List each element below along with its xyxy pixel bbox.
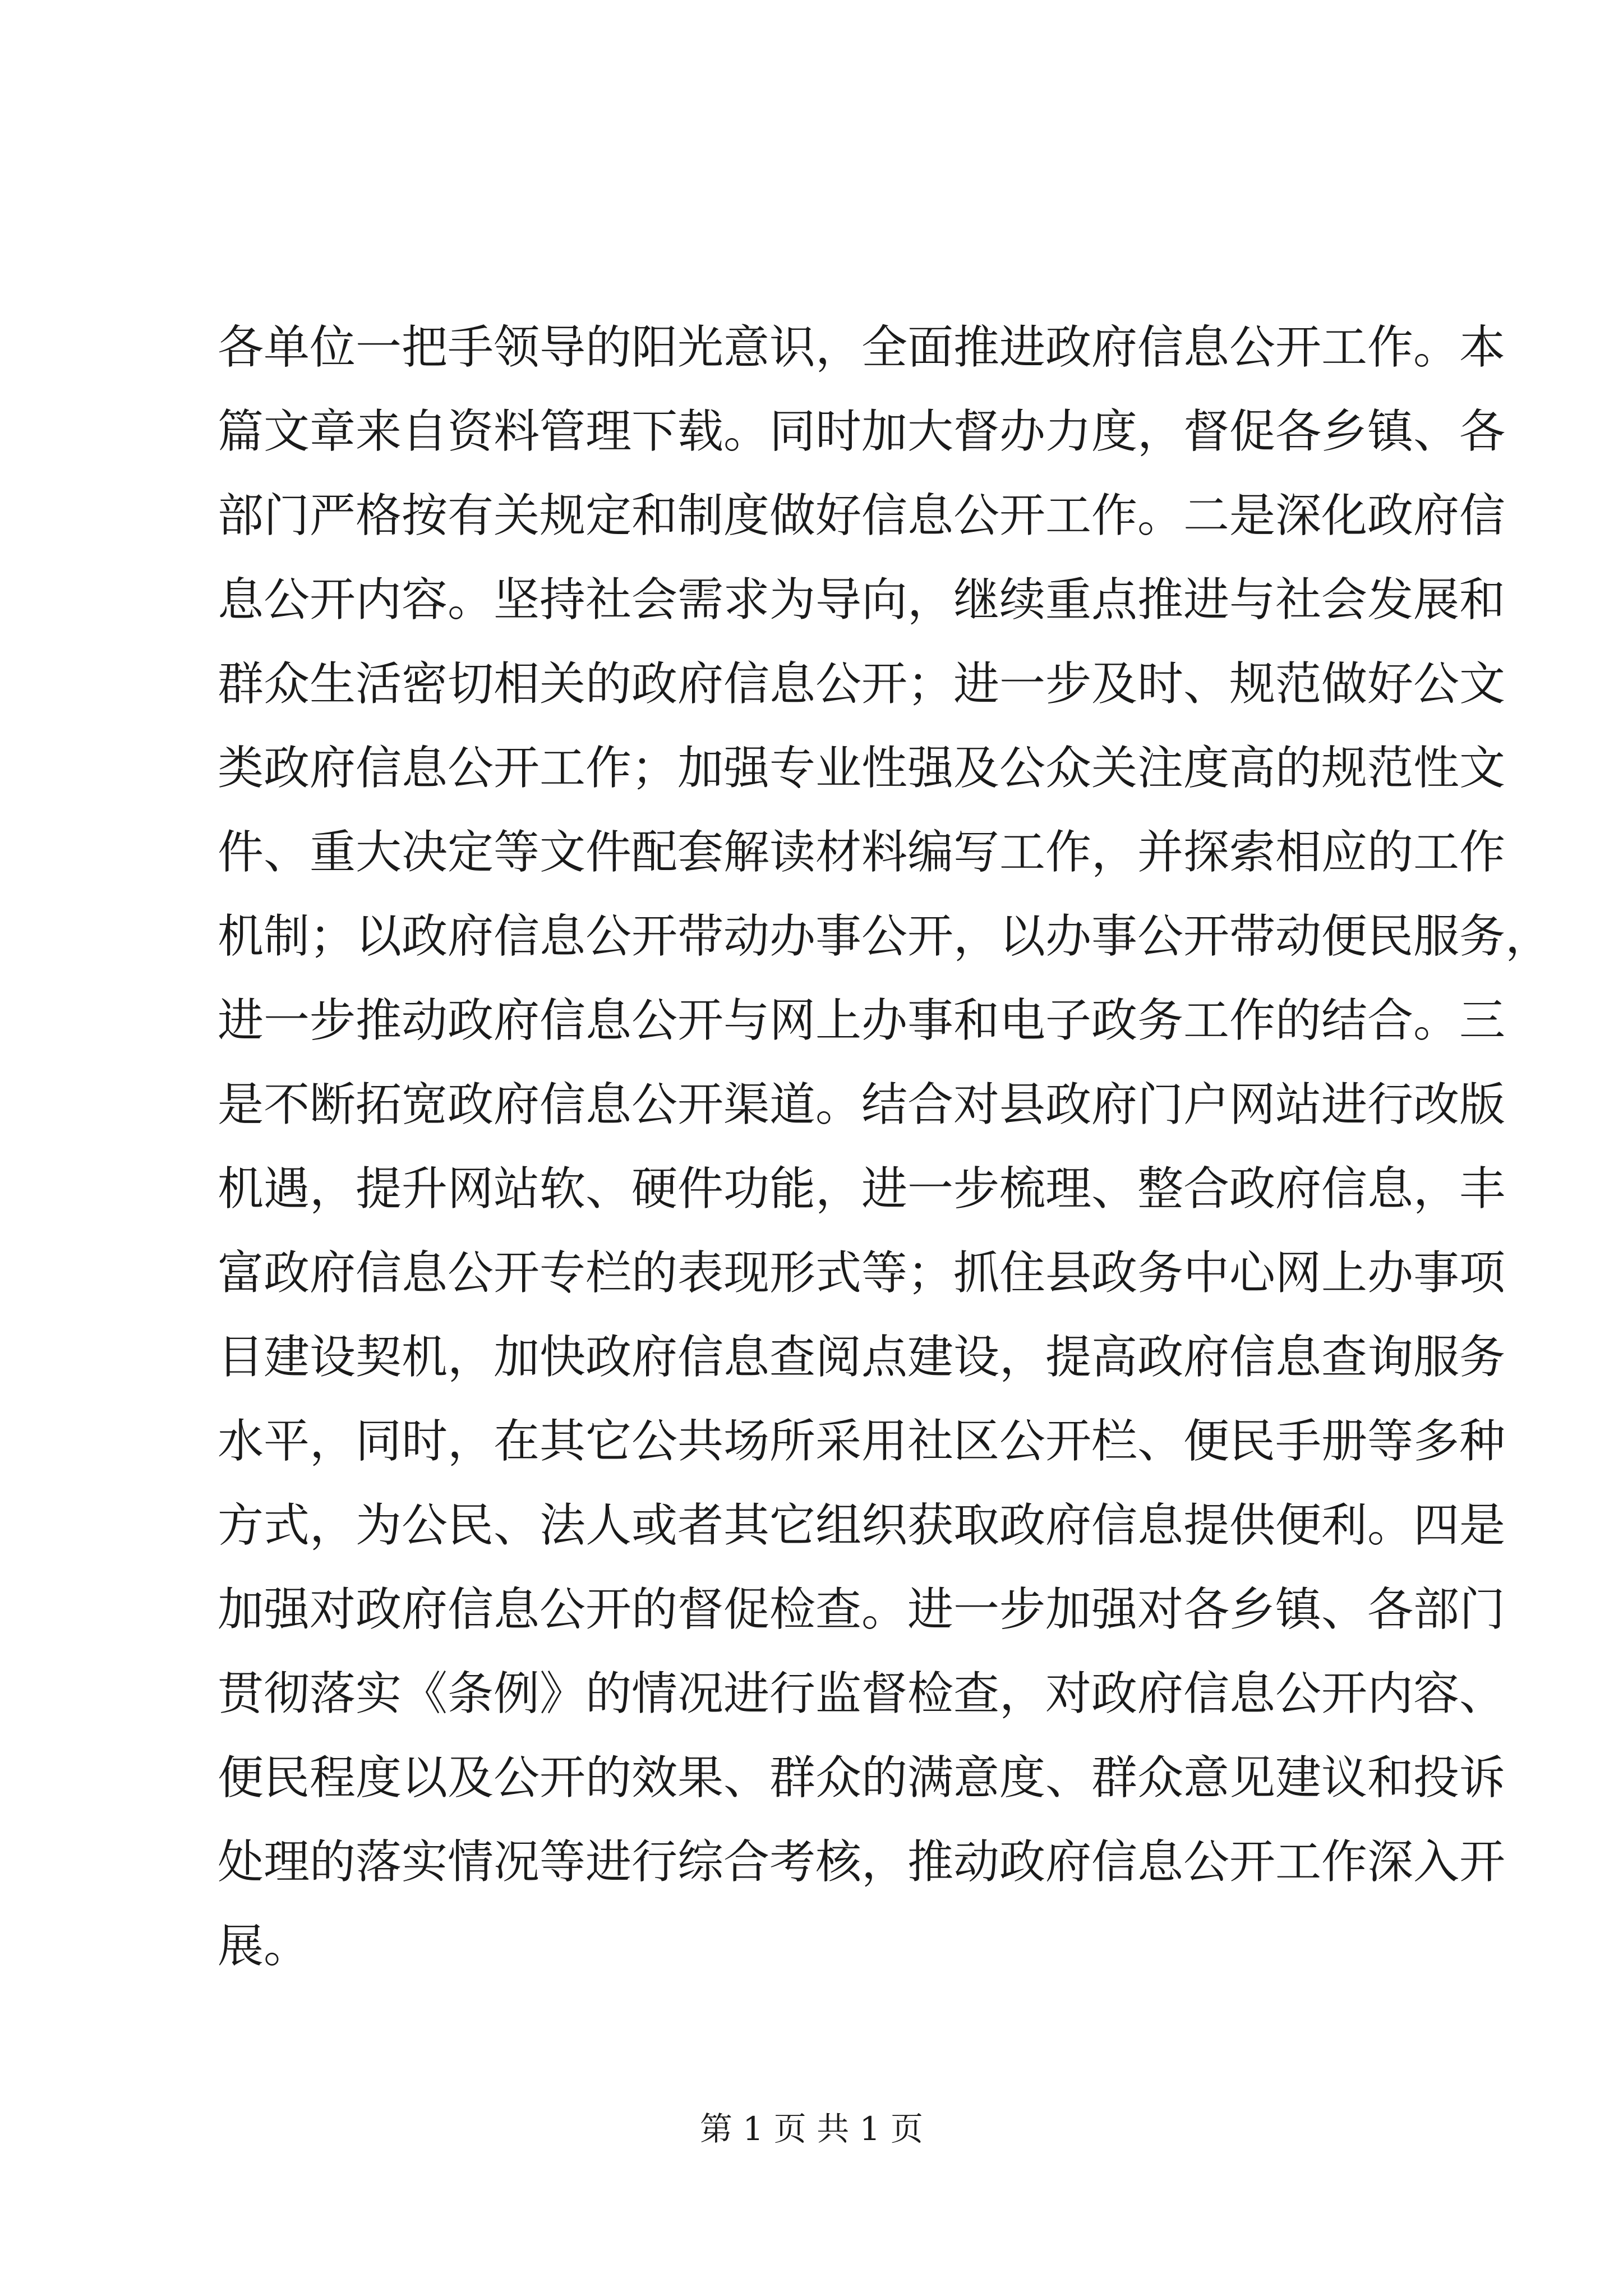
body-line: 加强对政府信息公开的督促检查。进一步加强对各乡镇、各部门	[218, 1583, 1506, 1636]
body-line: 各单位一把手领导的阳光意识，全面推进政府信息公开工作。本	[218, 321, 1506, 374]
body-paragraph	[218, 306, 1552, 1989]
body-line: 篇文章来自资料管理下载。同时加大督办力度，督促各乡镇、各	[218, 405, 1506, 458]
body-line: 贯彻落实《条例》的情况进行监督检查，对政府信息公开内容、	[218, 1667, 1506, 1720]
page-number-footer: 第 1 页 共 1 页	[700, 2110, 923, 2148]
body-line: 方式，为公民、法人或者其它组织获取政府信息提供便利。四是	[218, 1499, 1506, 1552]
body-line: 处理的落实情况等进行综合考核，推动政府信息公开工作深入开	[218, 1835, 1506, 1889]
body-line: 展。	[218, 1920, 310, 1973]
body-line: 进一步推动政府信息公开与网上办事和电子政务工作的结合。三	[218, 994, 1506, 1047]
body-line: 是不断拓宽政府信息公开渠道。结合对县政府门户网站进行改版	[218, 1078, 1506, 1131]
body-line: 群众生活密切相关的政府信息公开；进一步及时、规范做好公文	[218, 657, 1506, 711]
body-line: 水平，同时，在其它公共场所采用社区公开栏、便民手册等多种	[218, 1415, 1506, 1468]
body-line: 部门严格按有关规定和制度做好信息公开工作。二是深化政府信	[218, 489, 1506, 542]
body-line: 机制；以政府信息公开带动办事公开，以办事公开带动便民服务，	[218, 910, 1552, 963]
body-line: 息公开内容。坚持社会需求为导向，继续重点推进与社会发展和	[218, 573, 1506, 627]
body-line: 类政府信息公开工作；加强专业性强及公众关注度高的规范性文	[218, 742, 1506, 795]
body-line: 便民程度以及公开的效果、群众的满意度、群众意见建议和投诉	[218, 1751, 1506, 1805]
body-line: 目建设契机，加快政府信息查阅点建设，提高政府信息查询服务	[218, 1331, 1506, 1384]
body-line: 富政府信息公开专栏的表现形式等；抓住县政务中心网上办事项	[218, 1246, 1506, 1300]
body-line: 件、重大决定等文件配套解读材料编写工作，并探索相应的工作	[218, 826, 1506, 879]
body-line: 机遇，提升网站软、硬件功能，进一步梳理、整合政府信息，丰	[218, 1162, 1506, 1216]
